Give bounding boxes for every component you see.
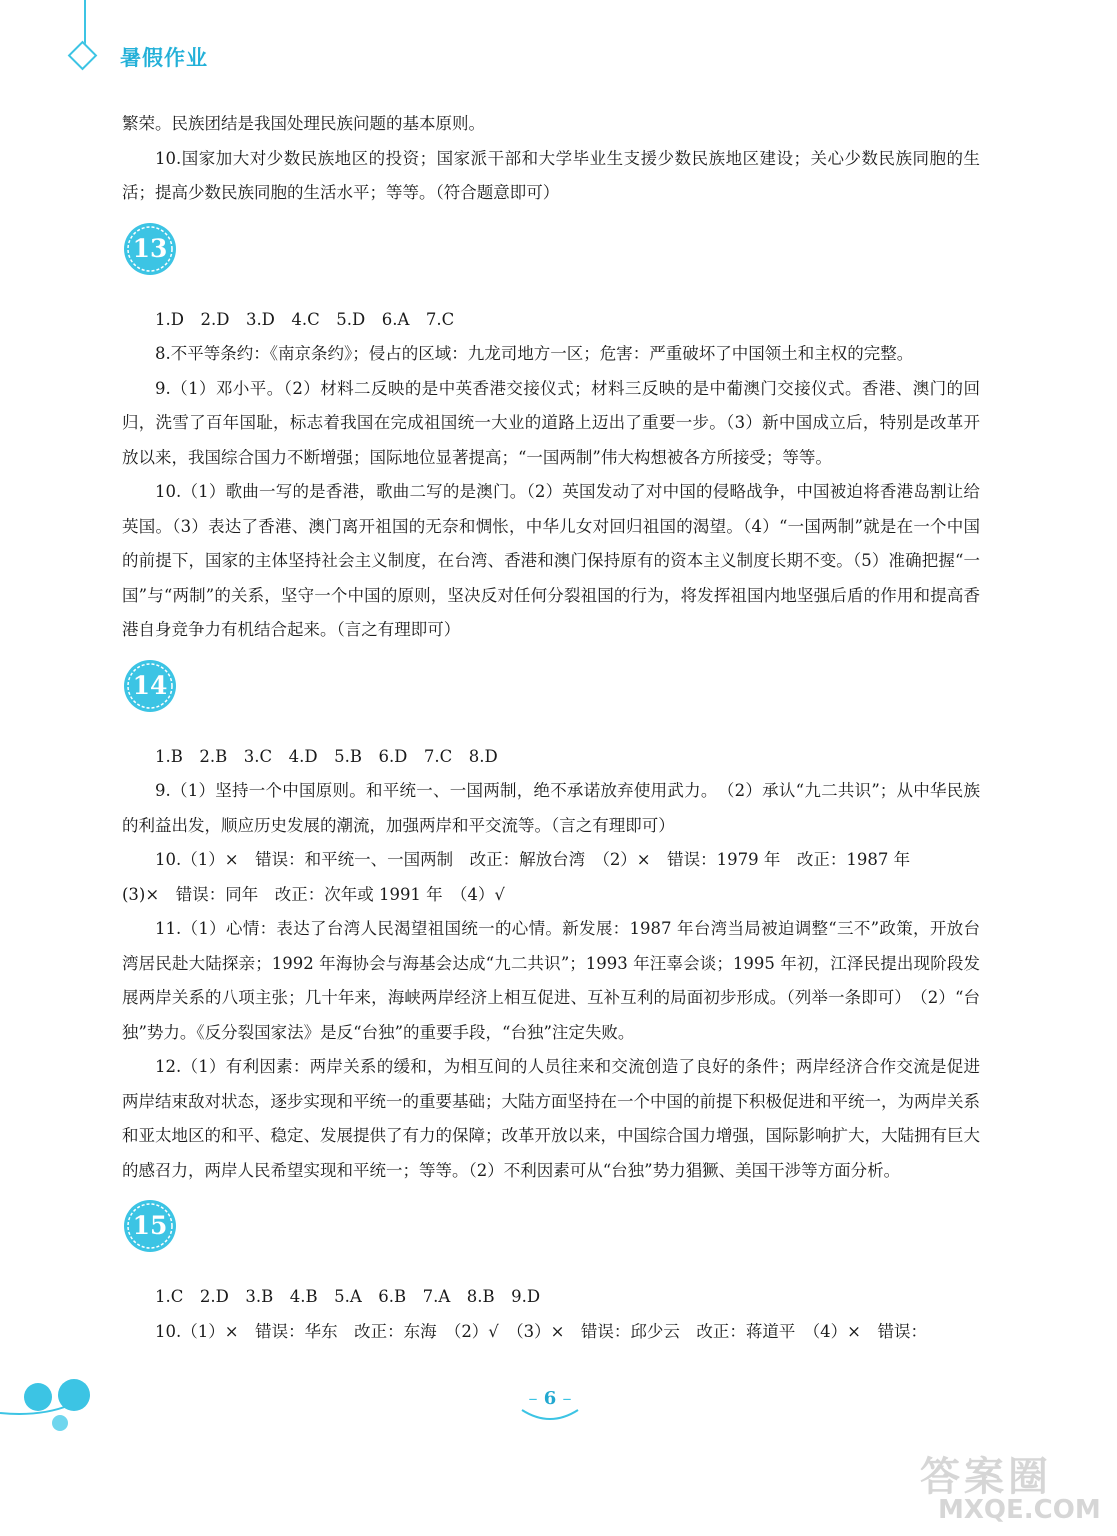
section-15-answer-10: 10.（1）× 错误：华东 改正：东海 （2）√ （3）× 错误：邱少云 改正：蒋道平 （4）× 错误： — [155, 1321, 927, 1341]
section-number: 13 — [132, 233, 168, 263]
page-number-arc-icon — [518, 1398, 582, 1422]
section-13-answer-8: 8.不平等条约：《南京条约》；侵占的区域：九龙司地方一区；危害：严重破坏了中国领土和主权的完整。 — [155, 344, 914, 363]
section-number-badge — [122, 221, 178, 277]
section-14-choice-answers: 1.B 2.B 3.C 4.D 5.B 6.D 7.C 8.D — [155, 746, 498, 766]
section-number: 14 — [132, 670, 168, 700]
section-14-answer-9: 9.（1）坚持一个中国原则。和平统一、一国两制，绝不承诺放弃使用武力。 （2）承认“九二共识”；从中华民族的利益出发，顺应历史发展的潮流，加强两岸和平交流等。（言之有理即可） — [122, 781, 980, 835]
header-diamond-icon — [68, 41, 98, 71]
section-number: 15 — [132, 1211, 168, 1240]
page-number: – 6 – — [528, 1388, 572, 1409]
section-14-header — [122, 648, 980, 740]
section-15-choice-answers: 1.C 2.D 3.B 4.B 5.A 6.B 7.A 8.B 9.D — [155, 1287, 541, 1306]
page-header-title: 暑假作业 — [120, 46, 208, 70]
answer-content — [122, 107, 980, 1349]
section-13-answer-9: 9.（1）邓小平。（2）材料二反映的是中英香港交接仪式；材料三反映的是中葡澳门交接仪式。香港、澳门的回归，洗雪了百年国耻，标志着我国在完成祖国统一大业的道路上迈出了重要一步。（3）新中国成立后，特别是改革开放以来，我国综合国力不断增强；国际地位显著提高；“一国两制”伟大构想被各方所接受；等等。 — [122, 378, 980, 467]
section-number-badge — [122, 1198, 178, 1254]
decorative-bubbles-icon — [0, 1375, 110, 1445]
intro-answer-10: 10.国家加大对少数民族地区的投资；国家派干部和大学毕业生支援少数民族地区建设；关心少数民族同胞的生活；提高少数民族同胞的生活水平；等等。（符合题意即可） — [122, 148, 980, 202]
section-15-header — [122, 1188, 980, 1280]
watermark-logo — [920, 1445, 1110, 1533]
section-number-badge — [122, 658, 178, 714]
section-14-answer-10-cont: (3)× 错误：同年 改正：次年或 1991 年 （4）√ — [122, 884, 505, 904]
section-13-header — [122, 211, 980, 303]
watermark-main-text: 答案圈 — [920, 1454, 1052, 1500]
section-13-answer-10: 10.（1）歌曲一写的是香港，歌曲二写的是澳门。（2）英国发动了对中国的侵略战争，中国被迫将香港岛割让给英国。（3）表达了香港、澳门离开祖国的无奈和惆怅，中华儿女对回归祖国的渴望。（4）“一国两制”就是在一个中国的前提下，国家的主体坚持社会主义制度，在台湾、香港和澳门保持原有的资本主义制度长期不变。（5）准确把握“一国”与“两制”的关系，坚守一个中国的原则，坚决反对任何分裂祖国的行为，将发挥祖国内地坚强后盾的作用和提高香港自身竞争力有机结合起来。（言之有理即可） — [122, 482, 980, 639]
section-13-choice-answers: 1.D 2.D 3.D 4.C 5.D 6.A 7.C — [155, 309, 455, 329]
section-14-answer-11: 11.（1）心情：表达了台湾人民渴望祖国统一的心情。新发展：1987 年台湾当局被迫调整“三不”政策，开放台湾居民赴大陆探亲；1992 年海协会与海基会达成“九二共识”；1993 年汪辜会谈；1995 年初，江泽民提出现阶段发展两岸关系的八项主张；几十年来，海峡两岸经济上相互促进、互补互利的局面初步形成。（列举一条即可） （2）“台独”势力。《反分裂国家法》是反“台独”的重要手段，“台独”注定失败。 — [122, 919, 980, 1042]
section-14-answer-12: 12.（1）有利因素：两岸关系的缓和，为相互间的人员往来和交流创造了良好的条件；两岸经济合作交流是促进两岸结束敌对状态，逐步实现和平统一的重要基础；大陆方面坚持在一个中国的前提下积极促进和平统一，为两岸关系和亚太地区的和平、稳定、发展提供了有力的保障；改革开放以来，中国综合国力增强，国际影响扩大，大陆拥有巨大的感召力，两岸人民希望实现和平统一；等等。（2）不利因素可从“台独”势力猖獗、美国干涉等方面分析。 — [122, 1057, 980, 1180]
watermark-sub-text: MXQE.COM — [938, 1495, 1101, 1525]
section-14-answer-10: 10.（1）× 错误：和平统一、一国两制 改正：解放台湾 （2）× 错误：1979 年 改正：1987 年 — [155, 850, 911, 869]
intro-line-1: 繁荣。民族团结是我国处理民族问题的基本原则。 — [122, 114, 485, 133]
header-vertical-line — [84, 0, 86, 44]
